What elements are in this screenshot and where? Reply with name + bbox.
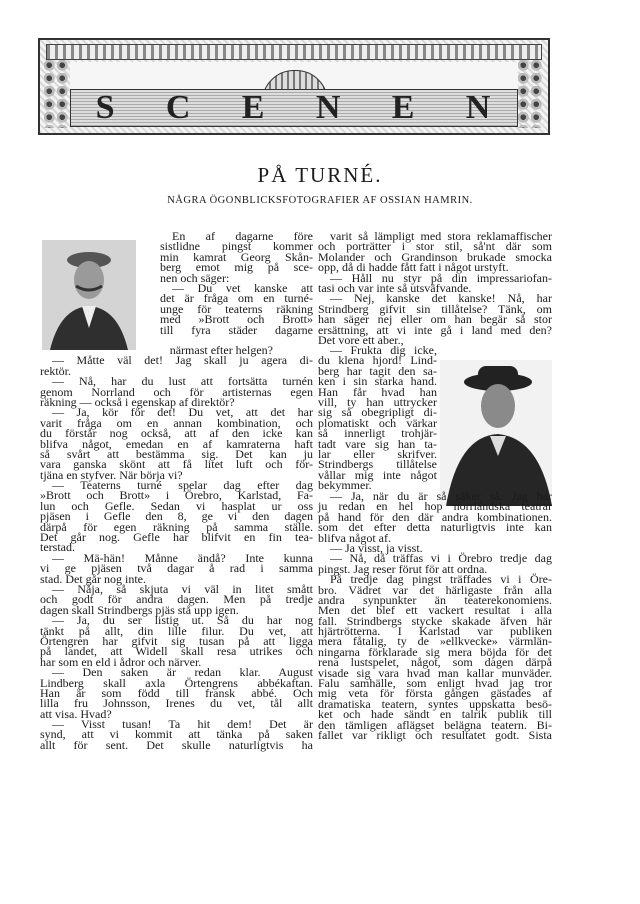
text-line: — Nej, kanske det kanske! Nå, har: [330, 291, 552, 306]
text-line: sig så obegripligt di-: [318, 405, 437, 420]
text-line: Lindberg skall axla Örtengrens abbékaftan.: [40, 675, 313, 690]
text-line: min kamrat Georg Skån-: [160, 249, 313, 264]
text-line: räkning — också i egenskap af direktör?: [40, 394, 235, 409]
text-line: Det vore ett aber.,: [318, 332, 404, 347]
text-line: tasi och var inte så utsväfvande.: [318, 280, 472, 295]
text-line: nen och säger:: [160, 270, 230, 285]
text-line: blifva något, emedan en af kamraterna haft: [40, 436, 313, 451]
text-line: lun och Gefle. Sedan vi hasplat ur oss: [40, 498, 313, 513]
text-line: fallet var rikligt och resultatet godt. Sista: [318, 727, 552, 742]
text-line: — Nåja, så skjuta vi väl in litet smått: [52, 581, 313, 596]
text-line: allt för sent. Det skulle naturligtvis ha: [40, 737, 313, 752]
text-line: — Visst tusan! Ta hit dem! Det är: [52, 717, 313, 732]
laurel-ornament-left: [44, 60, 70, 128]
text-line: varit så lämpligt med stora reklamaffischer: [330, 229, 552, 243]
text-line: Men det blef ett vackert resultat i alla: [318, 603, 552, 618]
text-line: mera fåtalig, ty de »ellkvecke» värmlän-: [318, 634, 552, 649]
text-line: du klena hjord! Lind-: [318, 353, 437, 368]
text-line: visade sig vara hvad man kallar munväder.: [318, 665, 552, 680]
text-line: vi ge pjäsen två dagar å rad i samma: [40, 561, 313, 576]
text-line: — Nå, då träffas vi i Örebro tredje dag: [330, 551, 552, 566]
logo-letter: N: [465, 89, 493, 126]
logo-letter: N: [315, 89, 343, 126]
text-line: — Håll nu styr på din impressariofan-: [330, 270, 552, 285]
text-line: bekymmer.: [318, 478, 372, 493]
right-column-text: [318, 491, 552, 740]
text-line: — Den saken är redan klar. August: [52, 665, 313, 680]
text-line: — Du vet kanske att: [172, 280, 313, 295]
text-line: sistlidne pingst kommer: [160, 239, 313, 254]
text-line: Molander och Grandinson brukade smocka: [318, 249, 552, 264]
text-line: ningarna förklarade sig mera böjda för det: [318, 644, 552, 659]
text-line: genom Norrland och för artisternas egen: [40, 384, 313, 399]
article-title: PÅ TURNÉ.: [257, 163, 383, 187]
text-line: ju redan en hel hop norrländska teatrar: [318, 499, 552, 514]
text-line: — Ja, du ser listig ut. Så du har nog: [52, 613, 313, 628]
text-line: berg har tagit den sa-: [318, 363, 437, 378]
logo-letter: E: [391, 89, 417, 126]
text-line: tadt vare sig han ta-: [318, 436, 437, 451]
logo-letter: C: [165, 89, 193, 126]
text-line: Strindbergs tillåtelse: [318, 457, 437, 472]
text-line: och porträtter i stor stil, så'nt där som: [318, 239, 552, 254]
ornamental-border: [46, 44, 542, 60]
article-subtitle: NÅGRA ÖGONBLICKSFOTOGRAFIER AF OSSIAN HAMRIN.: [167, 195, 473, 206]
text-line: stad. Det går nog inte.: [40, 571, 146, 586]
text-line: opp, då di hadde fått fatt i något urstyft.: [318, 260, 509, 275]
text-line: — Teaterns turné spelar dag efter dag: [52, 478, 313, 493]
logo-letter: E: [241, 89, 267, 126]
text-line: den tämligen aflägset belägna teatern. Bi-: [318, 717, 552, 732]
text-line: lilla fru Johnsson, Irenes du vet, tål allt: [40, 696, 313, 711]
text-line: att visa. Hvad?: [40, 706, 112, 721]
text-line: dagen skall Strindbergs pjäs stå upp igen.: [40, 602, 239, 617]
masthead-logo: [70, 89, 518, 127]
text-line: hjärtrötterna. I Karlstad var publiken: [318, 624, 552, 639]
text-line: det är fråga om en turné-: [160, 291, 313, 306]
text-line: vara ganska skönt att få litet luft och för-: [40, 457, 313, 472]
text-line: tänkt på allt, din lille filur. Du vet, att: [40, 623, 313, 638]
text-line: andra synpunkter än teaterekonomiens.: [318, 592, 552, 607]
text-line: ket och hade sändt en talrik publik till: [318, 707, 552, 722]
text-line: på landet, att Widell skall resa utrikes och: [40, 644, 313, 659]
text-line: pingst. Jag reser förut för att ordna.: [318, 561, 488, 576]
laurel-ornament-right: [518, 60, 544, 128]
text-line: Örtengren har gifvit sig tusan på att ligga: [40, 633, 313, 648]
text-line: varit fråga om en annan kombination, och: [40, 415, 313, 430]
text-line: därpå för egen räkning på samma ställe.: [40, 519, 313, 534]
text-line: så svårt att bestämma sig. Det kan ju: [40, 446, 313, 461]
text-line: tjäna en styfver. När börja vi?: [40, 467, 183, 482]
text-line: dramatiska teatern, syntes uppskatta besö-: [318, 696, 552, 711]
text-line: På tredje dag pingst träffades vi i Öre-: [330, 572, 552, 587]
text-line: — Frukta dig icke,: [330, 343, 437, 357]
text-line: så innerligt trohjär-: [318, 426, 437, 441]
text-line: rena lustspelet, något, som dagen därpå: [318, 655, 552, 670]
text-line: bro. Vädret var det härligaste från alla: [318, 582, 552, 597]
text-line: — Ja, kör för det! Du vet, att det har: [52, 405, 313, 420]
text-line: med »Brott och Brott»: [160, 312, 313, 327]
text-line: — Ja, när du är så säker så. Jag har: [330, 489, 552, 503]
text-line: blifva något af.: [318, 530, 391, 545]
text-line: — Nå, har du lust att fortsätta turnén: [52, 374, 313, 389]
text-line: — Ja visst, ja visst.: [330, 540, 423, 555]
left-column-text: [40, 345, 313, 750]
text-line: har som en eld i ådror och närver.: [40, 654, 202, 669]
text-line: Han får hvad han: [318, 384, 437, 399]
text-line: berg emot mig på sce-: [160, 260, 313, 275]
text-line: vill, ty han uttrycker: [318, 394, 437, 409]
text-line: synd, att vi kommit att tänka på saken: [40, 727, 313, 742]
text-line: mig veta för första gången gästades af: [318, 686, 552, 701]
text-line: som det efter detta naturligtvis inte kan: [318, 520, 552, 535]
text-line: vållar mig inte något: [318, 467, 437, 482]
portrait-photo-right: [440, 360, 552, 506]
text-line: lar eller skrifver.: [318, 446, 437, 461]
masthead-banner: [38, 38, 550, 135]
text-line: närmast efter helgen?: [169, 343, 273, 357]
text-line: »Brott och Brott» i Örebro, Karlstad, Fa-: [40, 488, 313, 503]
text-line: fall. Strindbergs stycke skakade äfven här: [318, 613, 552, 628]
text-line: — Måtte väl det! Jag skall ju agera di-: [52, 353, 313, 368]
text-line: Strindberg gifvit sin tillåtelse? Tänk, om: [318, 301, 552, 316]
text-line: ken i sin starka hand.: [318, 374, 437, 389]
text-line: pjäsen i Gefle den 8, ge vi den dagen: [40, 509, 313, 524]
text-line: — Mä-hän! Månne ändå? Inte kunna: [52, 550, 313, 565]
right-column-text-top: [318, 231, 552, 345]
text-line: på hand för den där andra kombinationen.: [318, 509, 552, 524]
text-line: terstad.: [40, 540, 75, 555]
text-line: Falu samhälle, som enligt hvad jag tror: [318, 676, 552, 691]
text-line: plomatiskt och värkar: [318, 415, 437, 430]
text-line: Han är som född till fransk abbé. Och: [40, 685, 313, 700]
text-line: Det går nog. Gefle har blifvit en fin tea-: [40, 530, 313, 545]
text-line: du förstår nog också, att af den icke kan: [40, 426, 313, 441]
text-line: till fyra städer dagarne: [160, 322, 313, 337]
logo-letter: S: [95, 89, 117, 126]
text-line: unge för teaterns räkning: [160, 301, 313, 316]
text-line: rektör.: [40, 363, 71, 378]
text-line: och godt för andra dagen. Men på tredje: [40, 592, 313, 607]
text-line: ersättning, att vi inte gå i land med den?: [318, 322, 552, 337]
right-column-text-narrow: [318, 343, 437, 493]
text-line: En af dagarne före: [172, 229, 313, 243]
left-column-text-narrow: [160, 231, 313, 335]
portrait-photo-left: [42, 240, 136, 350]
text-line: han säger nej eller om han begär så stor: [318, 312, 552, 327]
